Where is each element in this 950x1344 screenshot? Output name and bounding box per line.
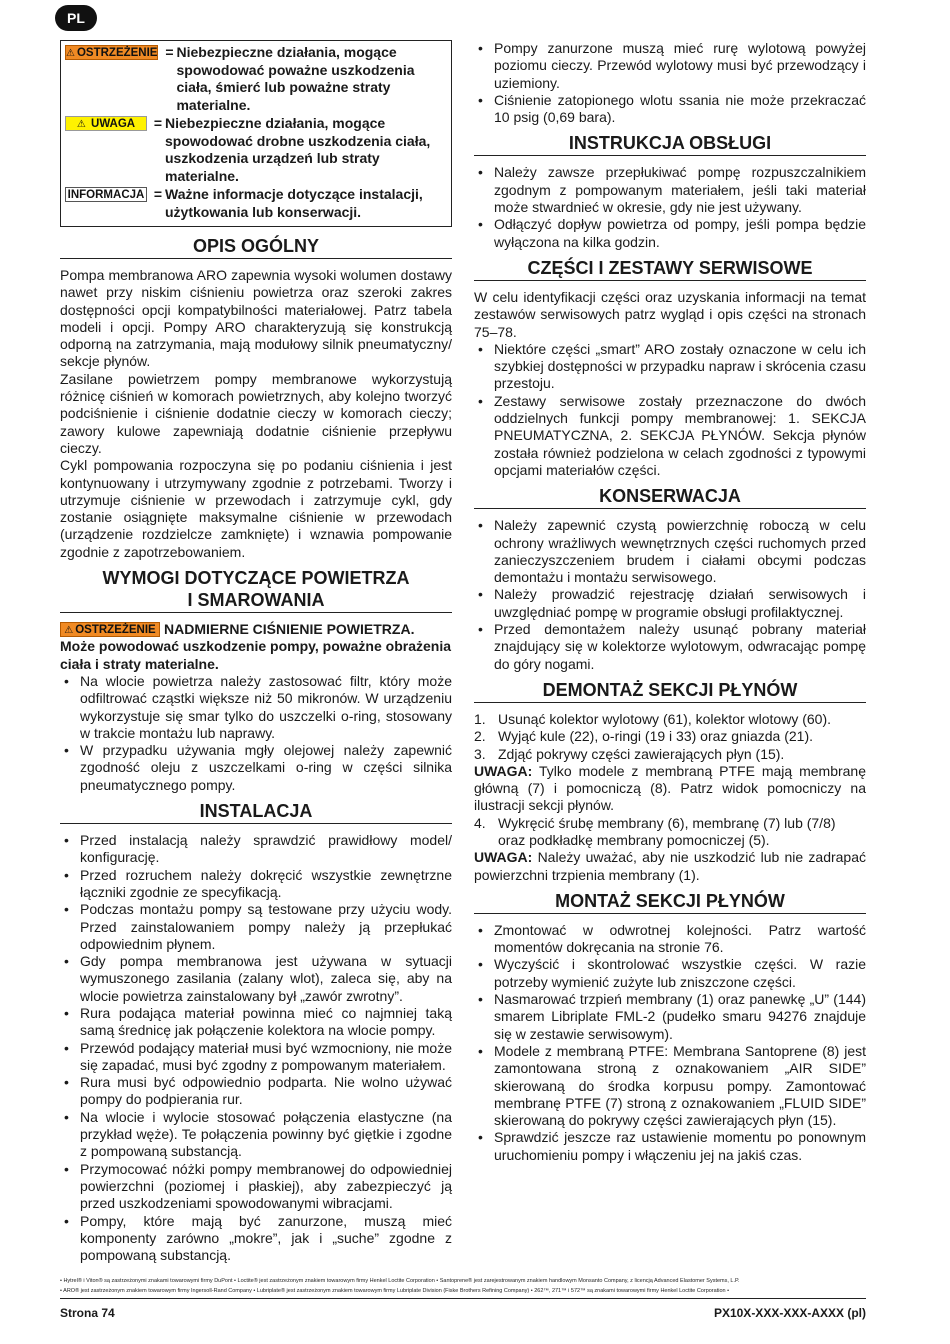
list-item: • Podczas montażu pompy są testowane przy użyciu wody. Przed zainstalowaniem pompy należy ją przepłukać odpowiednim płynem. <box>60 901 452 953</box>
list-item: • Wyczyścić i skontrolować wszystkie części. W razie potrzeby wymienić zużyte lub zniszczone części. <box>474 956 866 991</box>
trademark-footnotes <box>60 1276 866 1296</box>
legend-warning-row <box>65 44 447 114</box>
installation-heading: INSTALACJA <box>60 800 452 824</box>
maintenance-heading: KONSERWACJA <box>474 485 866 509</box>
parts-list <box>474 341 866 479</box>
general-paragraph-1: Pompa membranowa ARO zapewnia wysoki wolumen dostawy nawet przy niskim ciśnieniu powietrza oraz szeroki zakres dostępności opcji kompatybilności materiałowej. Patrz tabela modeli i opcji. Pompy ARO charakteryzują się konstrukcją odporną na zatrzymania, mają modułowy silnik pneumatyczny/ sekcje płynów. <box>60 267 452 370</box>
general-description-heading: OPIS OGÓLNY <box>60 235 452 259</box>
language-badge: PL <box>55 5 97 31</box>
list-item: • Przed instalacją należy sprawdzić prawidłowy model/ konfigurację. <box>60 832 452 867</box>
assembly-list <box>474 922 866 1164</box>
caution-description: Niebezpieczne działania, mogące spowodować drobne uszkodzenia ciała, uszkodzenia urządzeń lub straty materialne. <box>165 115 431 184</box>
footnote-line-1: • Hytrel® i Viton® są zastrzeżonymi znakami towarowymi firmy DuPont • Loctite® jest zastrzeżonym znakiem towarowym firmy Henkel Loctite Corporation • Santoprene® jest zarejestrowanym znakiem handlowym Monsanto Company, z licencją Advanced Elastomer Systems, L.P. <box>60 1278 740 1284</box>
warning-description: Niebezpieczne działania, mogące spowodować poważne uszkodzenia ciała, śmierć lub poważne straty materialne. <box>176 44 415 113</box>
warning-triangle-icon: ⚠ <box>64 625 74 637</box>
list-item: • Zmontować w odwrotnej kolejności. Patrz wartość momentów dokręcania na stronie 76. <box>474 922 866 957</box>
list-item: • Rura podająca materiał powinna mieć co najmniej taką samą średnicę jak połączenie kolektora na wlocie pompy. <box>60 1005 452 1040</box>
list-item: • Ciśnienie zatopionego wlotu ssania nie może przekraczać 10 psig (0,69 bara). <box>474 92 866 127</box>
disassembly-note-1 <box>474 763 866 815</box>
right-column <box>474 40 866 1166</box>
list-item: • W przypadku używania mgły olejowej należy zapewnić zgodność oleju z uszczelkami o-ring w części silnika pneumatycznego pompy. <box>60 742 452 794</box>
list-item: • Na wlocie i wylocie stosować połączenia elastyczne (na przykład węże). Te połączenia powinny być giętkie i zgodne z pompowaną substancją. <box>60 1109 452 1161</box>
operation-heading: INSTRUKCJA OBSŁUGI <box>474 132 866 156</box>
warning-label-text: OSTRZEŻENIE <box>76 47 158 59</box>
installation-list <box>60 832 452 1264</box>
info-label: INFORMACJA <box>65 187 147 202</box>
document-code: PX10X-XXX-XXX-AXXX (pl) <box>713 1306 866 1320</box>
installation-list-continued <box>474 40 866 126</box>
list-item: • Należy prowadzić rejestrację działań serwisowych i uwzględniać pompę w programie obsługi profilaktycznej. <box>474 586 866 621</box>
air-requirements-list <box>60 673 452 794</box>
list-item: • Gdy pompa membranowa jest używana w sytuacji wymuszonego zasilania (zalany wlot), zaleca się, aby na wlocie powietrza zainstalowany był „zawór zwrotny”. <box>60 953 452 1005</box>
equals-sign: = <box>165 44 174 60</box>
air-warning-text: NADMIERNE CIŚNIENIE POWIETRZA. Może powodować uszkodzenie pompy, poważne obrażenia ciała i straty materialne. <box>60 621 452 672</box>
air-heading-line2: I SMAROWANIA <box>187 590 325 611</box>
list-item: • Pompy zanurzone muszą mieć rurę wylotową powyżej poziomu cieczy. Przewód wylotowy musi być przewodzący i uziemiony. <box>474 40 866 92</box>
list-item: • Przed rozruchem należy dokręcić wszystkie zewnętrzne łączniki zgodnie ze specyfikacją. <box>60 867 452 902</box>
air-heading-line1: WYMOGI DOTYCZĄCE POWIETRZA <box>102 568 410 589</box>
list-item: • Sprawdzić jeszcze raz ustawienie momentu po ponownym uruchomieniu pompy i włączeniu jej na jakiś czas. <box>474 1129 866 1164</box>
assembly-heading: MONTAŻ SEKCJI PŁYNÓW <box>474 890 866 914</box>
warning-label <box>60 622 160 637</box>
footer-divider <box>60 1298 866 1299</box>
step-item <box>474 728 866 745</box>
step-number: 1. <box>474 710 486 727</box>
list-item: • Niektóre części „smart” ARO zostały oznaczone w celu ich szybkiej dostępności w przypadku napraw i skrócenia czasu przestoju. <box>474 341 866 393</box>
left-column <box>60 40 452 1266</box>
step-number: 2. <box>474 728 486 745</box>
caution-triangle-icon: ⚠ <box>76 119 86 130</box>
step-item <box>474 711 866 728</box>
warning-label <box>65 45 158 60</box>
note-text: Należy uważać, aby nie uszkodzić lub nie zadrapać powierzchni trzpienia membrany (1). <box>474 849 867 883</box>
disassembly-heading: DEMONTAŻ SEKCJI PŁYNÓW <box>474 679 866 703</box>
parts-intro: W celu identyfikacji części oraz uzyskania informacji na temat zestawów serwisowych patrz wygląd i opis części na stronach 75–78. <box>474 288 866 340</box>
note-text: Tylko modele z membraną PTFE mają membranę główną (7) i pomocniczą (8). Patrz widok pomocniczy na ilustracji sekcji płynów. <box>474 762 867 814</box>
step-number: 3. <box>474 745 486 762</box>
list-item: • Należy zawsze przepłukiwać pompę rozpuszczalnikiem zgodnym z pompowanym materiałem, jeśli taki materiał może stwardnieć w okresie, gdy nie jest używany. <box>474 164 866 216</box>
hazard-legend <box>60 40 452 227</box>
step-item <box>474 746 866 763</box>
step-number: 4. <box>474 814 486 831</box>
step-text: Wykręcić śrubę membrany (6), membranę (7) lub (7/8) oraz podkładkę membrany pomocniczej (5). <box>498 814 836 848</box>
list-item: • Modele z membraną PTFE: Membrana Santoprene (8) jest zamontowana stroną z oznakowaniem „AIR SIDE” skierowaną do środka korpusu pompy. Zamontować membranę PTFE (7) stroną z oznakowaniem „FLUID SIDE” skierowaną do pokrywy części zawierających płyn (15). <box>474 1043 866 1129</box>
caution-label <box>65 116 147 131</box>
disassembly-note-2 <box>474 849 866 884</box>
operation-list <box>474 164 866 250</box>
legend-caution-row <box>65 115 447 185</box>
general-paragraph-2: Zasilane powietrzem pompy membranowe wykorzystują różnicę ciśnień w komorach powietrznych, aby kolejno tworzyć podciśnienie i ciśnienie dodatnie cieczy w komorach cieczy; zawory kulowe zapewniają dodatnie ciśnienie przepływu cieczy. <box>60 370 452 456</box>
list-item: • Przewód podający materiał musi być wzmocniony, nie może się zapadać, musi być zgodny z pompowanym materiałem. <box>60 1040 452 1075</box>
list-item: • Przed demontażem należy usunąć pobrany materiał znajdujący się w kolektorze wylotowym, odwracając pompę do góry nogami. <box>474 621 866 673</box>
step-text: Wyjąć kule (22), o-ringi (19 i 33) oraz gniazda (21). <box>498 728 814 745</box>
list-item: • Rura musi być odpowiednio podparta. Nie wolno używać pompy do podpierania rur. <box>60 1074 452 1109</box>
step-text: Zdjąć pokrywy części zawierających płyn (15). <box>498 745 785 762</box>
equals-sign: = <box>153 186 163 202</box>
general-paragraph-3: Cykl pompowania rozpoczyna się po podaniu ciśnienia i jest kontynuowany i utrzymywany zgodnie z potrzebami. Tworzy i utrzymuje ciśnienie w przewodach i zatrzymuje cykl, gdy zostanie osiągnięte maksymalne ciśnienie w przewodach (urządzenie rozdzielcze zamknięte) i wznawia pompowanie zgodnie z zapotrzebowaniem. <box>60 457 452 560</box>
air-pressure-warning <box>60 621 452 673</box>
list-item: • Zestawy serwisowe zostały przeznaczone do dwóch oddzielnych funkcji pompy membranowej: 1. SEKCJA PNEUMATYCZNA, 2. SEKCJA PŁYNÓW. Sekcja płynów została również podzielona w celach zgodności z typowymi opcjami materiałów części. <box>474 393 866 479</box>
note-label: UWAGA: <box>474 762 533 779</box>
caution-label-text: UWAGA <box>91 118 136 130</box>
list-item: • Należy zapewnić czystą powierzchnię roboczą w celu ochrony wrażliwych wewnętrznych części ruchomych przed zanieczyszczeniem brudem i ciałami obcymi podczas demontażu i montażu serwisowego. <box>474 517 866 586</box>
maintenance-list <box>474 517 866 673</box>
list-item: • Przymocować nóżki pompy membranowej do odpowiedniej powierzchni (poziomej i płaskiej), aby zabezpieczyć ją przed uszkodzeniami spowodowanymi wibracjami. <box>60 1161 452 1213</box>
note-label: UWAGA: <box>474 849 533 866</box>
list-item: • Odłączyć dopływ powietrza od pompy, jeśli pompa będzie wyłączona na kilka godzin. <box>474 216 866 251</box>
air-requirements-heading <box>60 567 452 613</box>
list-item: • Nasmarować trzpień membrany (1) oraz panewkę „U” (144) smarem Libriplate FML-2 (pudełko smaru 94276 znajduje się w zestawie serwisowym). <box>474 991 866 1043</box>
info-description: Ważne informacje dotyczące instalacji, użytkowania lub konserwacji. <box>165 186 423 220</box>
parts-heading: CZĘŚCI I ZESTAWY SERWISOWE <box>474 257 866 281</box>
legend-info-row <box>65 186 447 221</box>
disassembly-steps-continued <box>474 815 866 850</box>
step-item <box>474 815 866 850</box>
step-text: Usunąć kolektor wylotowy (61), kolektor wlotowy (60). <box>498 710 832 727</box>
equals-sign: = <box>153 115 163 131</box>
warning-triangle-icon: ⚠ <box>66 48 75 59</box>
disassembly-steps <box>474 711 866 763</box>
list-item: • Na wlocie powietrza należy zastosować filtr, który może odfiltrować cząstki większe niż 50 mikronów. W urządzeniu wykorzystuje się smar tylko do uszczelki o-ring, stosowany w trakcie montażu lub naprawy. <box>60 673 452 742</box>
footnote-line-2: • ARO® jest zastrzeżonym znakiem towarowym firmy Ingersoll-Rand Company • Lubriplate® jest zastrzeżonym znakiem towarowym firmy Lubriplate Division (Fiske Brothers Refining Company) • 262™, 271™ i 572™ są znakami towarowymi firmy Henkel Loctite Corporation • <box>60 1288 730 1294</box>
page-number: Strona 74 <box>60 1306 115 1320</box>
warning-label-text: OSTRZEŻENIE <box>75 624 156 637</box>
list-item: • Pompy, które mają być zanurzone, muszą mieć komponenty zarówno „mokre”, jak i „suche” zgodne z pompowaną substancją. <box>60 1213 452 1265</box>
